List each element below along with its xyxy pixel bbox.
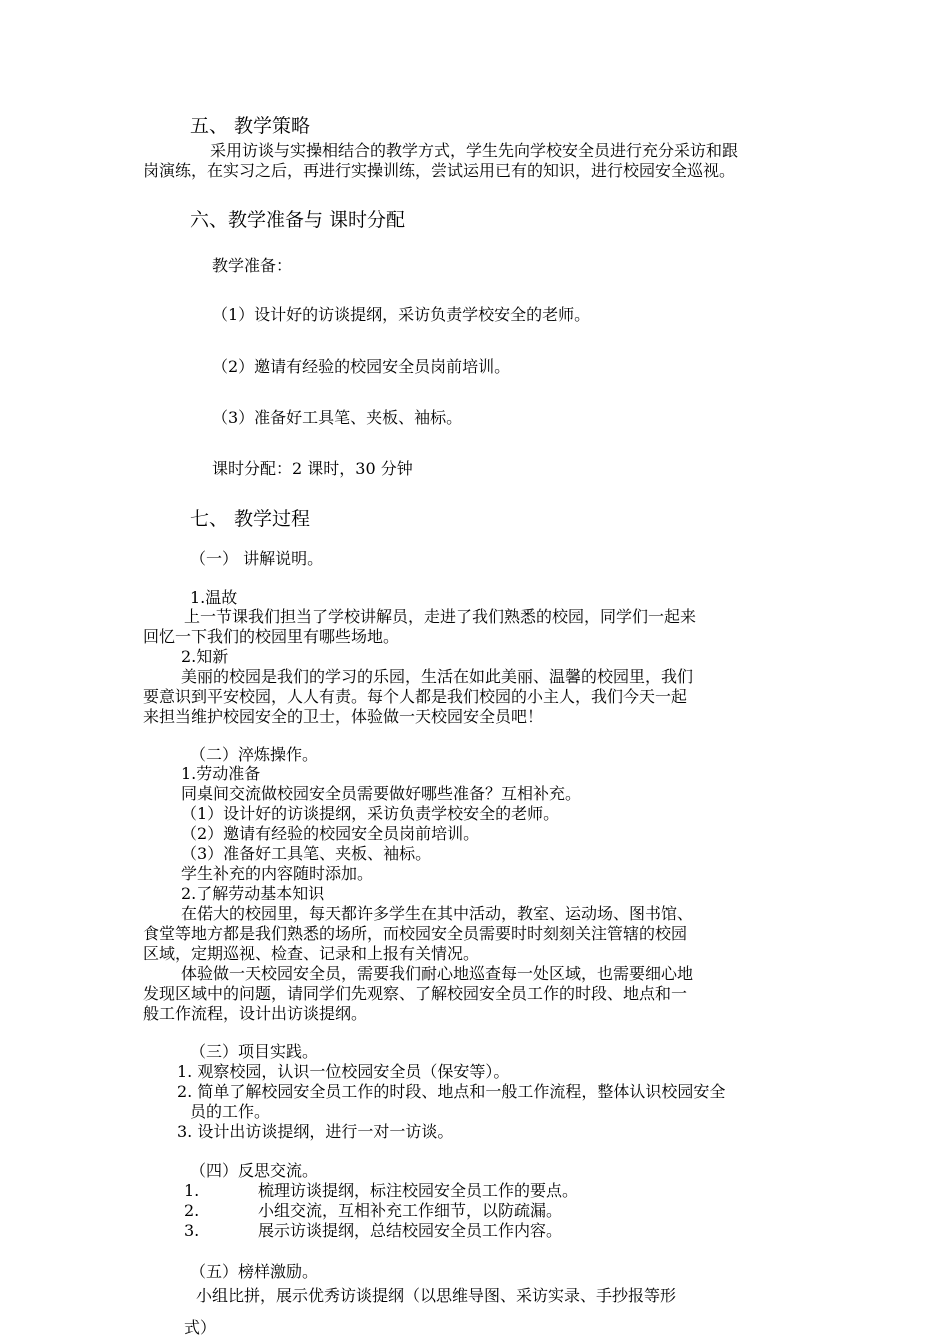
part5-line: 式） (184, 1318, 217, 1337)
part2-sub1-line: （1）设计好的访谈提纲，采访负责学校安全的老师。 (181, 804, 560, 823)
section5-heading: 五、 教学策略 (190, 115, 311, 137)
part4-item-number: 3. (184, 1221, 200, 1240)
part1-sub2-line: 要意识到平安校园，人人有责。每个人都是我们校园的小主人，我们今天一起 (143, 687, 688, 706)
part2-sub2-line: 般工作流程，设计出访谈提纲。 (143, 1004, 368, 1023)
part3-line: 1. 观察校园，认识一位校园安全员（保安等）。 (177, 1062, 510, 1081)
part4-item-number: 1. (184, 1181, 200, 1200)
time-allocation: 课时分配：2 课时，30 分钟 (212, 459, 413, 478)
part2-sub2-line: 食堂等地方都是我们熟悉的场所，而校园安全员需要时时刻刻关注管辖的校园 (143, 924, 688, 943)
part1-title: （一） 讲解说明。 (190, 549, 324, 568)
part2-sub2-line: 区域，定期巡视、检查、记录和上报有关情况。 (143, 944, 480, 963)
part4-item-text: 小组交流，互相补充工作细节，以防疏漏。 (258, 1201, 563, 1220)
part1-sub1-title: 1.温故 (190, 588, 238, 607)
part2-sub2-line: 发现区域中的问题，请同学们先观察、了解校园安全员工作的时段、地点和一 (143, 984, 688, 1003)
part2-sub1-line: （3）准备好工具笔、夹板、袖标。 (181, 844, 432, 863)
part2-sub1-line: 学生补充的内容随时添加。 (181, 864, 374, 883)
part4-item-text: 梳理访谈提纲，标注校园安全员工作的要点。 (258, 1181, 579, 1200)
part1-sub2-line: 来担当维护校园安全的卫士，体验做一天校园安全员吧！ (143, 707, 544, 726)
part3-line: 2. 简单了解校园安全员工作的时段、地点和一般工作流程，整体认识校园安全 (177, 1082, 726, 1101)
part3-title: （三）项目实践。 (190, 1042, 319, 1061)
prep-item: （3）准备好工具笔、夹板、袖标。 (212, 408, 463, 427)
part4-item-number: 2. (184, 1201, 200, 1220)
part5-line: 小组比拼，展示优秀访谈提纲（以思维导图、采访实录、手抄报等形 (196, 1286, 677, 1305)
part1-sub2-line: 美丽的校园是我们的学习的乐园，生活在如此美丽、温馨的校园里，我们 (181, 667, 694, 686)
section5-paragraph-line: 采用访谈与实操相结合的教学方式，学生先向学校安全员进行充分采访和跟 (210, 141, 739, 160)
part3-line: 员的工作。 (190, 1102, 271, 1121)
part2-sub2-line: 在偌大的校园里，每天都许多学生在其中活动，教室、运动场、图书馆、 (181, 904, 694, 923)
part2-sub2-title: 2.了解劳动基本知识 (181, 884, 325, 903)
part5-title: （五）榜样激励。 (190, 1262, 319, 1281)
part1-sub1-line: 回忆一下我们的校园里有哪些场地。 (143, 627, 400, 646)
part2-sub1-line: （2）邀请有经验的校园安全员岗前培训。 (181, 824, 480, 843)
section5-paragraph-line: 岗演练，在实习之后，再进行实操训练，尝试运用已有的知识，进行校园安全巡视。 (143, 161, 736, 180)
part2-sub1-line: 同桌间交流做校园安全员需要做好哪些准备？互相补充。 (181, 784, 582, 803)
part4-item-text: 展示访谈提纲，总结校园安全员工作内容。 (258, 1221, 563, 1240)
part2-sub1-title: 1.劳动准备 (181, 764, 261, 783)
part3-line: 3. 设计出访谈提纲，进行一对一访谈。 (177, 1122, 454, 1141)
part4-title: （四）反思交流。 (190, 1161, 319, 1180)
section7-heading: 七、 教学过程 (190, 508, 311, 530)
part1-sub2-title: 2.知新 (181, 647, 229, 666)
part2-sub2-line: 体验做一天校园安全员，需要我们耐心地巡查每一处区域，也需要细心地 (181, 964, 694, 983)
prep-item: （1）设计好的访谈提纲，采访负责学校安全的老师。 (212, 305, 591, 324)
part1-sub1-line: 上一节课我们担当了学校讲解员，走进了我们熟悉的校园，同学们一起来 (184, 607, 697, 626)
prep-label: 教学准备： (212, 256, 293, 275)
part2-title: （二）淬炼操作。 (190, 745, 319, 764)
section6-heading: 六、教学准备与 课时分配 (190, 209, 406, 231)
prep-item: （2）邀请有经验的校园安全员岗前培训。 (212, 357, 511, 376)
